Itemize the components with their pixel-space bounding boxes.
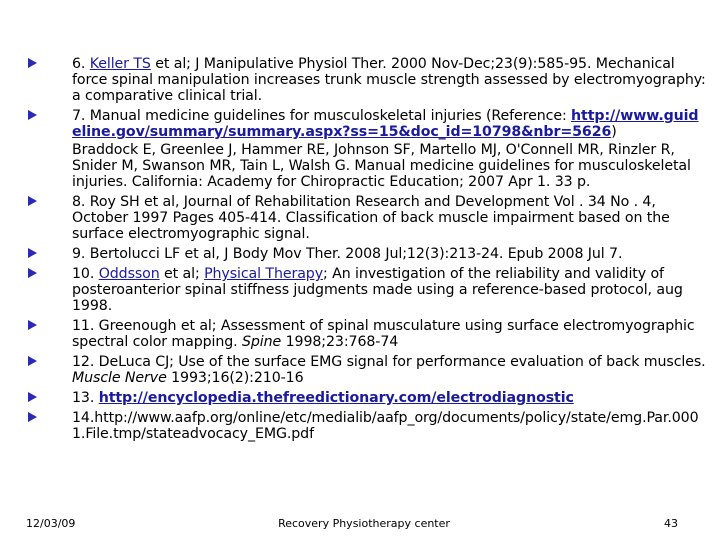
list-item <box>26 194 706 242</box>
bullet-icon <box>28 268 37 278</box>
bullet-icon <box>28 320 37 330</box>
journal-link-physical-therapy[interactable]: Physical Therapy <box>204 266 324 282</box>
ref-text: Braddock E, Greenlee J, Hammer RE, Johnson SF, Martello MJ, O'Connell MR, Rinzler R, Snider M, Swanson MR, Tain L, Walsh G. Manual medicine guidelines for musculoskeletal injuries. California: Academy for Chiropractic Education; 2007 Apr 1. 33 p. <box>72 142 691 190</box>
ref-text: 12. DeLuca CJ; Use of the surface EMG signal for performance evaluation of back muscles. <box>72 354 706 370</box>
list-item-continuation <box>26 142 706 190</box>
list-item <box>26 410 706 442</box>
ref-close: ) <box>611 124 617 140</box>
list-item <box>26 108 706 140</box>
guideline-link[interactable]: http://www.guideline.gov/summary/summary.aspx?ss=15&doc_id=10798&nbr=5626 <box>72 108 699 140</box>
ref-text: 7. Manual medicine guidelines for musculoskeletal injuries (Reference: <box>72 108 572 124</box>
encyclopedia-link[interactable]: http://encyclopedia.thefreedictionary.com/electrodiagnostic <box>98 390 574 406</box>
bullet-icon <box>28 392 37 402</box>
reference-list <box>26 56 706 446</box>
journal-name: Muscle Nerve <box>72 370 167 386</box>
ref-text: 1998;23:768-74 <box>281 334 399 350</box>
bullet-icon <box>28 110 37 120</box>
footer-date: 12/03/09 <box>26 517 76 530</box>
ref-text: et al; <box>159 266 205 282</box>
bullet-icon <box>28 356 37 366</box>
ref-text: 11. Greenough et al; Assessment of spinal musculature using surface electromyographic spectral color mapping. <box>72 318 695 350</box>
ref-text: et al; J Manipulative Physiol Ther. 2000 Nov-Dec;23(9):585-95. Mechanical force spinal manipulation increases trunk muscle strength assessed by electromyography: a comparative clinical trial. <box>72 56 706 104</box>
list-item <box>26 354 706 386</box>
ref-text: 1993;16(2):210-16 <box>166 370 304 386</box>
list-item <box>26 56 706 104</box>
ref-number: 6. <box>72 56 90 72</box>
bullet-icon <box>28 412 37 422</box>
author-link-oddsson[interactable]: Oddsson <box>98 266 160 282</box>
list-item <box>26 266 706 314</box>
author-link-keller[interactable]: Keller TS <box>89 56 151 72</box>
footer-title: Recovery Physiotherapy center <box>278 517 450 530</box>
list-item <box>26 318 706 350</box>
ref-text: 9. Bertolucci LF et al, J Body Mov Ther. 2008 Jul;12(3):213-24. Epub 2008 Jul 7. <box>72 246 623 262</box>
list-item <box>26 390 706 406</box>
list-item <box>26 246 706 262</box>
bullet-icon <box>28 248 37 258</box>
journal-name: Spine <box>242 334 282 350</box>
ref-number: 13. <box>72 390 99 406</box>
bullet-icon <box>28 58 37 68</box>
ref-text: 8. Roy SH et al, Journal of Rehabilitation Research and Development Vol . 34 No . 4, October 1997 Pages 405-414. Classification of back muscle impairment based on the surface electromyographic signal. <box>72 194 670 242</box>
ref-text: 14.http://www.aafp.org/online/etc/medialib/aafp_org/documents/policy/state/emg.Par.0001.File.tmp/stateadvocacy_EMG.pdf <box>72 410 699 442</box>
page-number: 43 <box>664 517 678 530</box>
ref-number: 10. <box>72 266 99 282</box>
ref-text: ; An investigation of the reliability and validity of posteroanterior spinal stiffness judgments made using a reference-based protocol, aug 1998. <box>72 266 683 314</box>
bullet-icon <box>28 196 37 206</box>
